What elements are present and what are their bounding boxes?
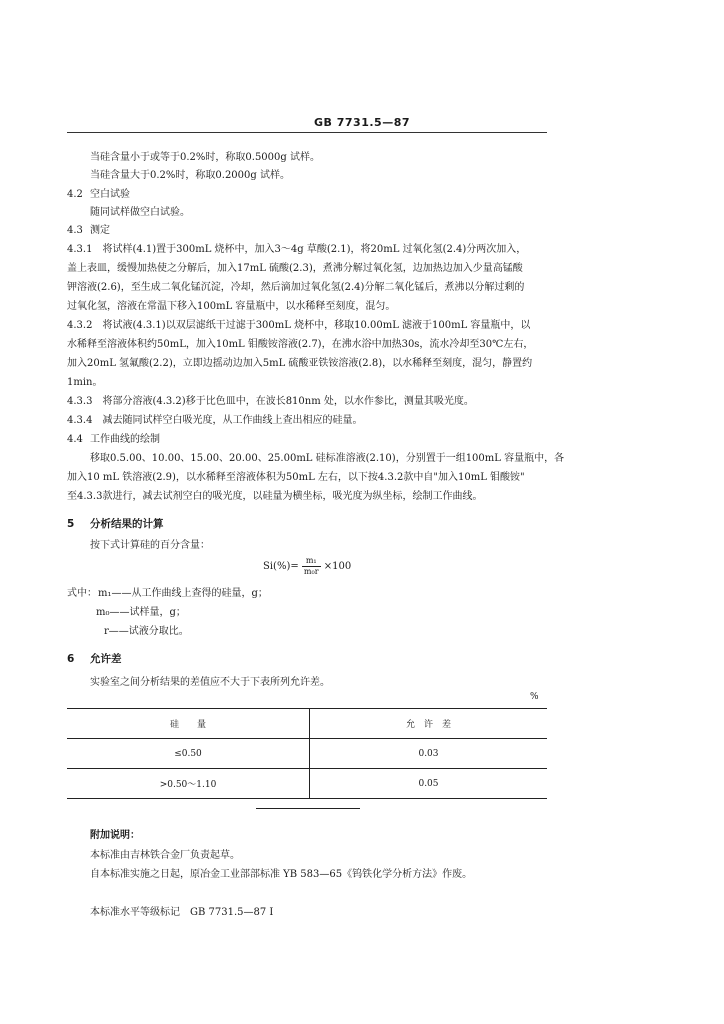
- section-title: 测定: [90, 225, 110, 236]
- text-line: 移取0.5.00、10.00、15.00、20.00、25.00mL 硅标准溶液(2.10)，分别置于一组100mL 容量瓶中，各: [90, 453, 565, 464]
- note-line: 本标准由吉林铁合金厂负责起草。: [90, 850, 240, 861]
- section-title: 工作曲线的绘制: [90, 434, 160, 445]
- formula-denominator: m₀r: [303, 567, 319, 576]
- table-cell: 0.03: [310, 739, 548, 769]
- column-header: 硅 量: [67, 709, 310, 739]
- table-cell: >0.50～1.10: [67, 769, 310, 799]
- variable-definition: r——试液分取比。: [104, 626, 189, 637]
- text-line: 当硅含量大于0.2%时，称取0.2000g 试样。: [90, 170, 290, 181]
- formula-fraction: [302, 556, 321, 577]
- text-line: 加入20mL 氢氟酸(2.2)，立即边摇动边加入5mL 硫酸亚铁铵溶液(2.8)，以水稀释至刻度，混匀，静置约: [67, 358, 533, 369]
- section-number: 4.4: [67, 434, 83, 445]
- text-line: 4.3.1 将试样(4.1)置于300mL 烧杯中，加入3～4g 草酸(2.1)，将20mL 过氧化氢(2.4)分两次加入，: [67, 244, 527, 255]
- text-line: 实验室之间分析结果的差值应不大于下表所列允许差。: [90, 677, 330, 688]
- note-title: 附加说明：: [90, 830, 140, 841]
- grade-mark: 本标准水平等级标记 GB 7731.5—87 Ⅰ: [90, 907, 274, 918]
- variable-definition: m₁——从工作曲线上查得的硅量，g；: [98, 588, 268, 599]
- page-header: GB 7731.5—87: [314, 116, 410, 129]
- variable-definition: m₀——试样量，g；: [96, 607, 186, 618]
- text-line: 当硅含量小于或等于0.2%时，称取0.5000g 试样。: [90, 152, 320, 163]
- section-number: 6: [67, 653, 75, 665]
- text-line: 过氧化氢，溶液在常温下移入100mL 容量瓶中，以水稀释至刻度，混匀。: [67, 301, 396, 312]
- tolerance-table: [67, 708, 547, 799]
- section-number: 5: [67, 518, 75, 530]
- text-line: 1min。: [67, 377, 103, 388]
- table-row: [67, 769, 547, 799]
- formula-numerator: m₁: [302, 556, 321, 567]
- text-line: 4.3.4 减去随同试样空白吸光度，从工作曲线上查出相应的硅量。: [67, 415, 363, 426]
- note-line: 自本标准实施之日起，原冶金工业部部标准 YB 583—65《钨铁化学分析方法》作废。: [90, 869, 473, 880]
- table-header-row: [67, 709, 547, 739]
- section-title: 分析结果的计算: [90, 518, 164, 530]
- table-cell: ≤0.50: [67, 739, 310, 769]
- text-line: 钾溶液(2.6)，至生成二氧化锰沉淀，冷却，然后滴加过氧化氢(2.4)分解二氧化锰后，煮沸以分解过剩的: [67, 282, 525, 293]
- where-lead: 式中：: [67, 588, 97, 599]
- formula-lhs: Si(%)=: [263, 561, 299, 572]
- text-line: 4.3.3 将部分溶液(4.3.2)移于比色皿中，在波长810nm 处，以水作参比，测量其吸光度。: [67, 396, 474, 407]
- text-line: 随同试样做空白试验。: [90, 207, 190, 218]
- section-title: 空白试验: [90, 189, 130, 200]
- text-line: 至4.3.3款进行，减去试剂空白的吸光度，以硅量为横坐标，吸光度为纵坐标，绘制工作曲线。: [67, 491, 483, 502]
- column-header: 允 许 差: [310, 709, 548, 739]
- text-line: 水稀释至溶液体积约50mL，加入10mL 钼酸铵溶液(2.7)，在沸水浴中加热30s，流水冷却至30℃左右，: [67, 339, 534, 350]
- formula: [263, 556, 351, 577]
- section-title: 允许差: [90, 653, 122, 665]
- table-unit: %: [530, 692, 539, 702]
- section-number: 4.2: [67, 189, 83, 200]
- text-line: 按下式计算硅的百分含量：: [90, 540, 210, 551]
- text-line: 盖上表皿，缓慢加热使之分解后，加入17mL 硫酸(2.3)，煮沸分解过氧化氢，边加热边加入少量高锰酸: [67, 263, 523, 274]
- table-row: [67, 739, 547, 769]
- text-line: 4.3.2 将试液(4.3.1)以双层滤纸干过滤于300mL 烧杯中，移取10.00mL 滤液于100mL 容量瓶中，以: [67, 320, 531, 331]
- header-rule: [67, 132, 547, 133]
- table-cell: 0.05: [310, 769, 548, 799]
- end-rule: [256, 808, 360, 809]
- text-line: 加入10 mL 铁溶液(2.9)，以水稀释至溶液体积为50mL 左右，以下按4.3.2款中自"加入10mL 钼酸铵": [67, 472, 525, 483]
- section-number: 4.3: [67, 225, 83, 236]
- formula-rhs: ×100: [323, 561, 352, 572]
